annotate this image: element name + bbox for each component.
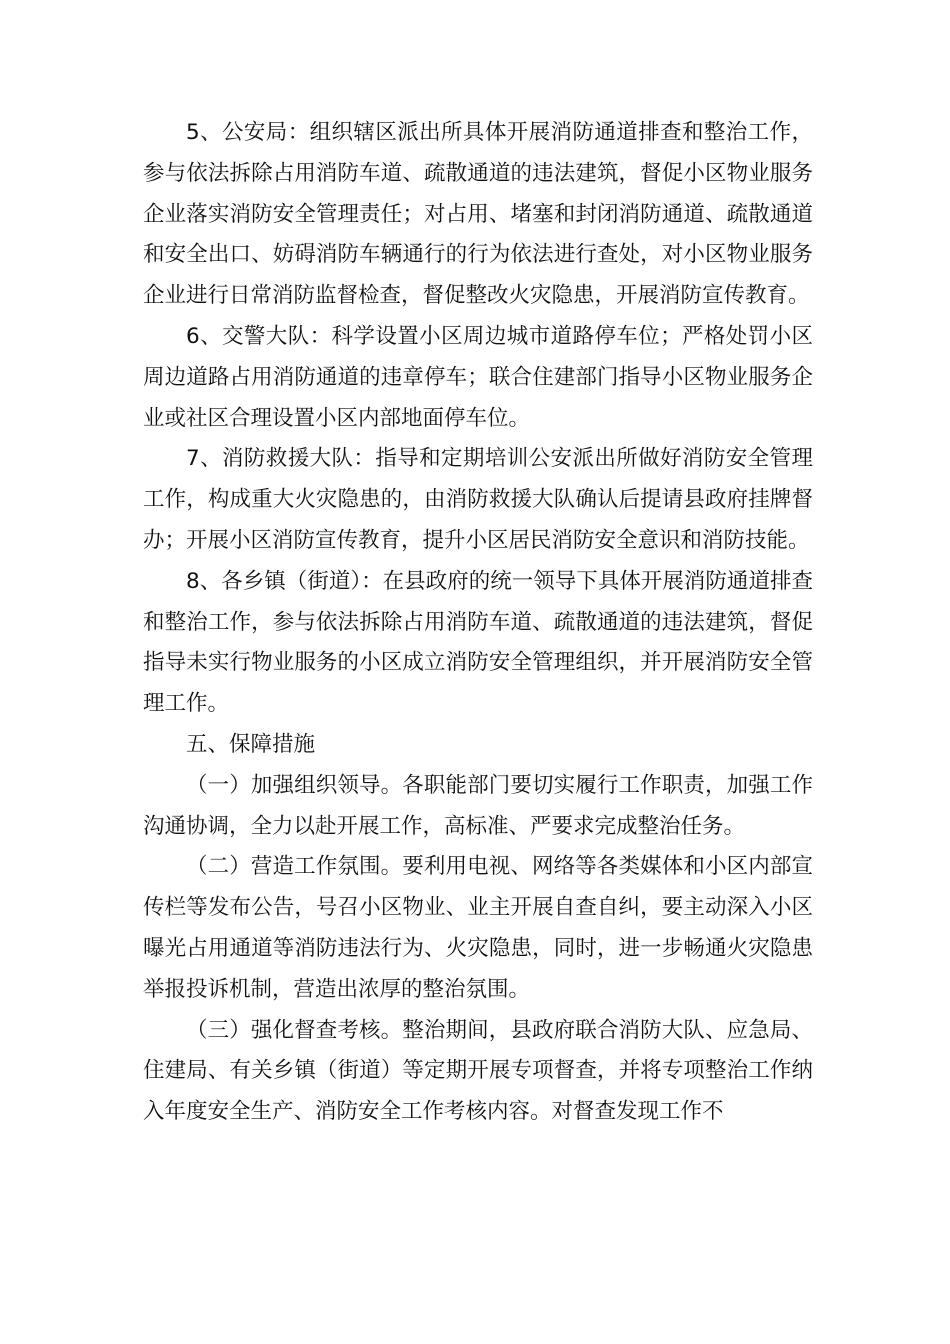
paragraph-create-atmosphere: （二）营造工作氛围。要利用电视、网络等各类媒体和小区内部宣传栏等发布公告，号召小区物业、业主开展自查自纠，要主动深入小区曝光占用通道等消防违法行为、火灾隐患，同时，进一步畅通火灾隐患举报投诉机制，营造出浓厚的整治氛围。: [143, 854, 813, 1002]
paragraph-traffic-police-brigade: 6、交警大队：科学设置小区周边城市道路停车位；严格处罚小区周边道路占用消防通道的违章停车；联合住建部门指导小区物业服务企业或社区合理设置小区内部地面停车位。: [143, 323, 813, 431]
paragraph-townships-streets: 8、各乡镇（街道）：在县政府的统一领导下具体开展消防通道排查和整治工作，参与依法拆除占用消防车道、疏散通道的违法建筑，督促指导未实行物业服务的小区成立消防安全管理组织，并开展消防安全管理工作。: [143, 568, 813, 717]
section-heading-safeguard-measures: 五、保障措施: [186, 731, 316, 757]
paragraph-fire-rescue-brigade: 7、消防救援大队：指导和定期培训公安派出所做好消防安全管理工作，构成重大火灾隐患的，由消防救援大队确认后提请县政府挂牌督办；开展小区消防宣传教育，提升小区居民消防安全意识和消防技能。: [143, 446, 813, 553]
paragraph-public-security-bureau: 5、公安局：组织辖区派出所具体开展消防通道排查和整治工作，参与依法拆除占用消防车道、疏散通道的违法建筑，督促小区物业服务企业落实消防安全管理责任；对占用、堵塞和封闭消防通道、疏散通道和安全出口、妨碍消防车辆通行的行为依法进行查处，对小区物业服务企业进行日常消防监督检查，督促整改火灾隐患，开展消防宣传教育。: [143, 120, 813, 309]
paragraph-supervision-assessment: （三）强化督查考核。整治期间，县政府联合消防大队、应急局、住建局、有关乡镇（街道）等定期开展专项督查，并将专项整治工作纳入年度安全生产、消防安全工作考核内容。对督查发现工作不: [143, 1017, 813, 1125]
document-body: [143, 113, 813, 1133]
paragraph-strengthen-leadership: （一）加强组织领导。各职能部门要切实履行工作职责，加强工作沟通协调，全力以赴开展工作，高标准、严要求完成整治任务。: [143, 772, 813, 839]
